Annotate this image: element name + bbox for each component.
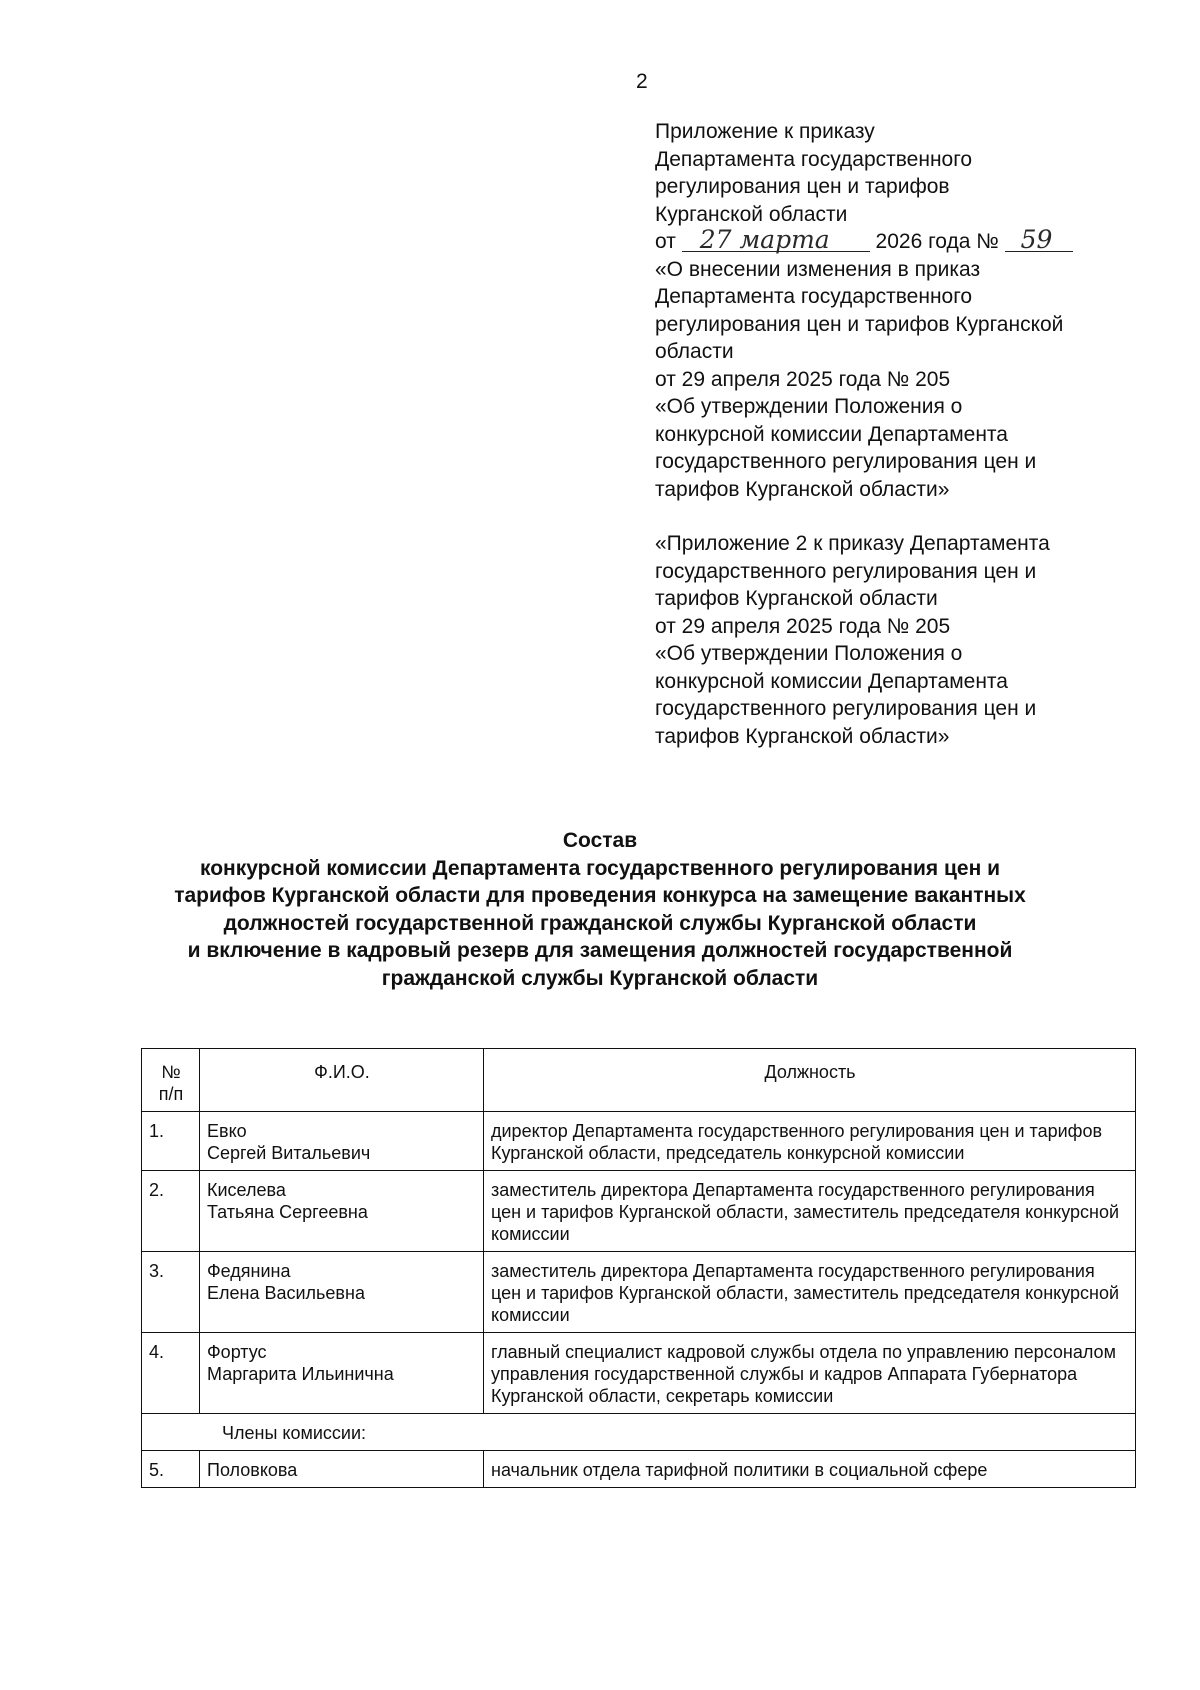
order-date-line xyxy=(655,225,1185,256)
header-num: № п/п xyxy=(142,1049,200,1112)
title-line: тарифов Курганской области для проведения конкурса на замещение вакантных xyxy=(174,884,1026,907)
appendix-line: Курганской области xyxy=(655,202,848,226)
row-position: заместитель директора Департамента государственного регулирования цен и тарифов Курганской области, заместитель председателя конкурсной комиссии xyxy=(484,1252,1136,1333)
members-label-row xyxy=(142,1414,1136,1451)
document-title xyxy=(100,827,1100,992)
given-name: Татьяна Сергеевна xyxy=(207,1202,368,1222)
title-line: конкурсной комиссии Департамента государственного регулирования цен и xyxy=(200,856,1000,880)
appendix-line: регулирования цен и тарифов xyxy=(655,175,950,198)
table-row xyxy=(142,1252,1136,1333)
appendix-line: государственного регулирования цен и xyxy=(655,559,1037,583)
row-position: главный специалист кадровой службы отдела по управлению персоналом управления государственной службы и кадров Аппарата Губернатора Курганской области, секретарь комиссии xyxy=(484,1333,1136,1414)
row-num: 3. xyxy=(142,1252,200,1333)
header-name: Ф.И.О. xyxy=(200,1049,484,1112)
row-name xyxy=(200,1252,484,1333)
row-position: директор Департамента государственного регулирования цен и тарифов Курганской области, председатель конкурсной комиссии xyxy=(484,1112,1136,1171)
appendix-line: от 29 апреля 2025 года № 205 xyxy=(655,614,951,638)
appendix-line: области xyxy=(655,340,734,363)
surname: Евко xyxy=(207,1121,247,1141)
row-position: начальник отдела тарифной политики в социальной сфере xyxy=(484,1451,1136,1488)
title-heading: Состав xyxy=(562,829,638,852)
title-line: гражданской службы Курганской области xyxy=(381,966,819,990)
given-name: Маргарита Ильинична xyxy=(207,1364,394,1384)
given-name: Сергей Витальевич xyxy=(207,1143,371,1163)
appendix-line: Департамента государственного xyxy=(655,147,973,171)
appendix-line: «Приложение 2 к приказу Департамента xyxy=(655,532,1050,555)
appendix-line: государственного регулирования цен и xyxy=(655,697,1037,720)
table-row xyxy=(142,1112,1136,1171)
table-row xyxy=(142,1333,1136,1414)
table-header-row xyxy=(142,1049,1136,1112)
members-label: Члены комиссии: xyxy=(142,1414,1136,1451)
page-number: 2 xyxy=(636,70,648,93)
table-row xyxy=(142,1451,1136,1488)
row-num: 1. xyxy=(142,1112,200,1171)
title-line: должностей государственной гражданской службы Курганской области xyxy=(223,911,977,935)
row-position: заместитель директора Департамента государственного регулирования цен и тарифов Курганской области, заместитель председателя конкурсной комиссии xyxy=(484,1171,1136,1252)
title-line: и включение в кадровый резерв для замещения должностей государственной xyxy=(187,939,1013,962)
appendix-block xyxy=(655,118,1185,750)
appendix-line: Приложение к приказу xyxy=(655,120,875,143)
appendix-line: «Об утверждении Положения о xyxy=(655,642,963,665)
row-name xyxy=(200,1171,484,1252)
date-prefix: от xyxy=(655,230,676,253)
appendix-line: государственного регулирования цен и xyxy=(655,450,1037,473)
commission-table xyxy=(141,1048,1136,1488)
row-name xyxy=(200,1451,484,1488)
appendix-line: «О внесении изменения в приказ xyxy=(655,257,981,281)
appendix-line: тарифов Курганской области xyxy=(655,587,938,610)
appendix-line: тарифов Курганской области» xyxy=(655,477,950,501)
surname: Федянина xyxy=(207,1261,291,1281)
row-num: 4. xyxy=(142,1333,200,1414)
appendix-line: «Об утверждении Положения о xyxy=(655,395,963,418)
year-text: 2026 года № xyxy=(875,230,999,253)
row-name xyxy=(200,1112,484,1171)
appendix-line: Департамента государственного xyxy=(655,285,973,308)
handwritten-number: 59 xyxy=(1005,229,1073,252)
row-num: 5. xyxy=(142,1451,200,1488)
row-name xyxy=(200,1333,484,1414)
appendix-line: тарифов Курганской области» xyxy=(655,724,950,748)
surname: Киселева xyxy=(207,1180,286,1200)
handwritten-date: 27 марта xyxy=(682,229,870,252)
appendix-line: конкурсной комиссии Департамента xyxy=(655,422,1008,446)
appendix-line: регулирования цен и тарифов Курганской xyxy=(655,312,1064,336)
given-name: Елена Васильевна xyxy=(207,1283,365,1303)
table-row xyxy=(142,1171,1136,1252)
appendix-line: от 29 апреля 2025 года № 205 xyxy=(655,367,951,391)
appendix-line: конкурсной комиссии Департамента xyxy=(655,669,1008,693)
surname: Фортус xyxy=(207,1342,267,1362)
surname: Половкова xyxy=(207,1460,298,1480)
row-num: 2. xyxy=(142,1171,200,1252)
header-position: Должность xyxy=(484,1049,1136,1112)
